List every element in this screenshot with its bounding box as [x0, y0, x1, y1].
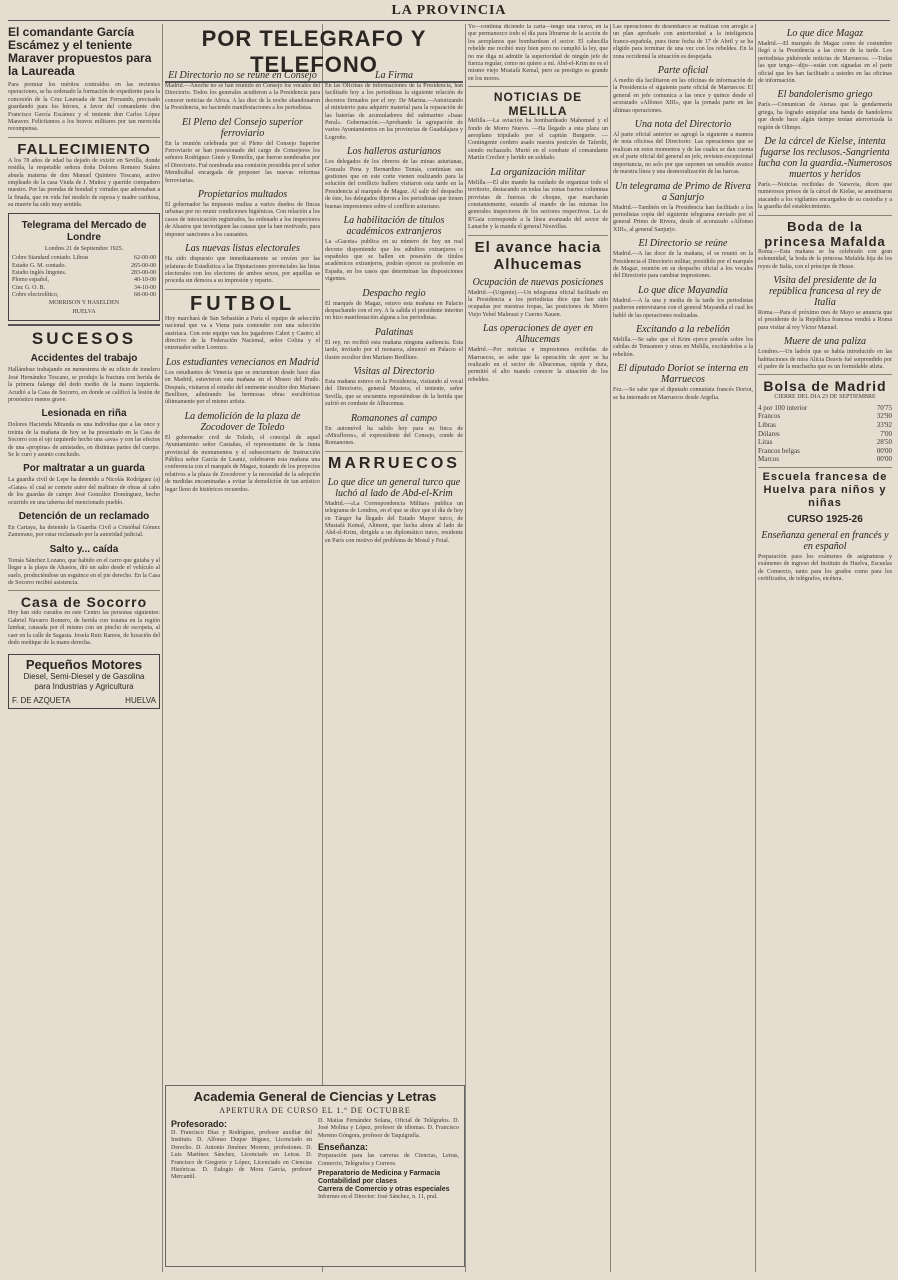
divider: [468, 235, 608, 236]
bolsa-row: [758, 447, 892, 456]
row-value: 68-00-00: [134, 292, 156, 299]
romanones-headline: Romanones al campo: [350, 412, 438, 424]
boda-text: Roma.—Esta mañana se ha celebrado con gran solemnidad, la boda de la princesa Mafalda hija de los reyes de Italia, con el príncipe de Hesse.: [758, 248, 892, 270]
venecianos-text: Los estudiantes de Venecia que se encuentran desde hace días en Madrid, estuvieron esta mañana en el Museo del Prado. Después, visitaron el estudio del eminente escultor don Mariano Benlliure, admirando las hermosas obras escultóricas últimamente por el mismo artista.: [165, 369, 320, 406]
profesorado-label: Profesorado:: [171, 1119, 228, 1129]
halleros-headline: Los halleros asturianos: [346, 146, 442, 158]
ad-line-1: Diesel, Semi-Diesel y de Gasolina: [23, 671, 145, 681]
fallecimiento-headline: FALLECIMIENTO: [17, 140, 151, 158]
academia-grid: [171, 1118, 459, 1203]
salto-text: Tomás Sánchez Lozano, que habido en el carro que guiaba y al llegar a la playa de Ahastos, dió un salto desde el vehículo al suelo, produciéndose un esguince en el pie derecho. En la Casa de Socorro recibió asistencia.: [8, 557, 160, 587]
column-5: [613, 24, 753, 1272]
telegrama-city: HUELVA: [72, 308, 96, 315]
firma-text: En las Oficinas de informaciones de la Presidencia, han facilitado hoy a los periodistas la siguiente relación de decretos firmados por el rey: De Marina.—Autorizando al ministerio para adquirir material para la reparación de las baterías de acumuladores del submarino «Isaac Peral». Gobernación.—Aprobando la agrupación de varios Ayuntamientos en las provincias de Guadalajara y Logroño.: [325, 83, 463, 141]
detencion-text: En Cartaya, ha detenido la Guardia Civil a Cristóbal Gómez Zamorano, por estar reclamado por la autoridad judicial.: [8, 525, 160, 539]
bolsa-date: CIERRE DEL DIA 23 DE SEPTIEMBRE: [774, 394, 876, 401]
bolsa-headline: Bolsa de Madrid: [763, 378, 887, 395]
row-label: 4 por 100 interior: [758, 403, 808, 412]
ensenanza-label: Enseñanza:: [318, 1142, 369, 1153]
listas-text: Ha sido dispuesto que inmediatamente se envíen por las jefaturas de Estadística a las Diputaciones provinciales las listas electorales con los electores de ambos sexos, por aquéllas se proceda sin demora a su impresión y reparto.: [165, 256, 320, 285]
telegrama-primo-headline: Un telegrama de Primo de Rivera a Sanjurjo: [615, 180, 751, 203]
escuela-text: Preparación para los exámenes de asignaturas y exámenes de ingreso del Instituto de Huelva, Escuelas de Comercio, tanto para los grados como para los certificados, de telégrafos, etcétera.: [758, 553, 892, 583]
parte-text: A medio día facilitaron en las oficinas de información de la Presidencia el siguiente parte oficial de Marruecos: El general en jefe comunica a las once y quince desde el acorazado «Alfonso XIII», que la jornada parte en las últimas operaciones.: [613, 78, 753, 114]
telegrama-row: [12, 285, 156, 292]
directorio-reune-headline: El Directorio se reúne: [638, 238, 728, 250]
futbol-headline: FUTBOL: [189, 292, 296, 315]
visitas-headline: Visitas al Directorio: [353, 365, 435, 377]
kielse-headline: De la cárcel de Kielse, intenta fugarse los reclusos.-Sangrienta lucha con la guardia.-Numerosos muertos y heridos: [758, 136, 892, 181]
lead-text: Para premiar los méritos contraídos en las recientes operaciones, se ha ordenado la formación de expediente para la concesión de la Cruz Laureada de San Fernando, precisado guardando para los héroes, a favor del comandante don Francisco García Escámez y el teniente don Carlos López Maraver. Felicitamos a los bravos militares por tan merecida recompensa.: [8, 82, 160, 133]
academia-right: [318, 1118, 459, 1203]
column-4: [468, 24, 608, 1272]
palatinas-text: El rey, no recibió esta mañana ninguna audiencia. Esta tarde, invitado por el monarca, almorzó en Palacio el ilustre escultor don Mariano Benlliure.: [325, 339, 463, 361]
telegrama-box: [8, 213, 160, 322]
page-header: [0, 0, 898, 22]
row-label: Cobre electrolítico,: [12, 292, 59, 299]
detencion-headline: Detención de un reclamado: [18, 511, 150, 523]
row-label: Liras: [758, 438, 773, 447]
avance-headline: El avance hacia Alhucemas: [474, 238, 602, 273]
magaz-text: Madrid.—El marqués de Magaz como de costumbre llegó a la Presidencia a las cinco de la tarde. Los periodistas pidiéronle noticias de Marruecos. —Todas las que tengo—dijo—están con signadas en el parte oficial que les han facilitado a ustedes en las oficinas de información.: [758, 41, 892, 85]
row-label: Estaño G. M. contado.: [12, 262, 66, 269]
motores-ad: [8, 654, 160, 709]
column-divider: [610, 24, 611, 1272]
row-label: Francos: [758, 412, 781, 421]
row-value: 33'92: [876, 420, 892, 429]
organizacion-text: Melilla.—El alto mando ha cuidado de organizar todo el territorio, destacando en todas las zonas fuertes columnas provistas de fuerzas de choque, que marcharán constantemente, estando al mando de las mismas los generales inspectores de los sectores respectivos. La de R'Gaia corresponde a la línea avanzada del sector de Lanache y la manda el general Nouvillas.: [468, 179, 608, 231]
header-rule: [8, 20, 890, 21]
row-value: 62-00-00: [134, 255, 156, 262]
toledo-headline: La demolición de la plaza de Zocodover de Toledo: [184, 410, 301, 433]
informes-text: Informes en el Director: José Sánchez, n. 11, pral.: [318, 1194, 438, 1201]
telegrama-row: [12, 263, 156, 270]
bolsa-row: [758, 404, 892, 413]
divider: [8, 324, 160, 326]
directorio-headline: El Directorio no se reúne en Consejo: [168, 70, 317, 81]
row-value: 00'00: [876, 446, 892, 455]
row-label: Plomo español,: [12, 277, 49, 284]
farmacia-label: Preparatorio de Medicina y Farmacia: [318, 1170, 441, 1178]
divider: [8, 590, 160, 591]
divider: [758, 374, 892, 375]
col4-cont-text: Yo—continúa diciendo la carta—tengo una cueva, en la que permanezco todo el día para librarme de la acción de los aeroplanos que bombardean el sector. El cabecilla rebelde me recibió muy bien pero no cumplió la ley, que no me diga ni admitir la superioridad de ningún jefe de fuerza regular, como no quiere a mí. Abd-el-Krim no es el mismo viejo Mustafá Kemal, pero su prestigio es grande en los moros.: [468, 24, 608, 82]
paliza-text: Londres.—Un ladrón que se había introducido en las habitaciones de miss Alicia Deavis fué sorprendido por el padre de la muchacha que es un formidable atleta.: [758, 349, 892, 370]
masthead: LA PROVINCIA: [391, 3, 507, 18]
column-1: [8, 24, 160, 1272]
row-value: 00'00: [876, 455, 892, 464]
fallecimiento-text: A los 78 años de edad ha dejado de existir en Sevilla, donde residía, la respetable señora doña Dolores Romero Suárez abuela materna de don Manuel Quintero Toscano, activo empleado de la casa Viuda de J. Muñoz y querido compañero nuestro. Por las prendas de bondad y virtudes que adornaban a la finada, que en vida fué modelo de esposa y madre cariñosa, su muerte ha sido muy sentida.: [8, 157, 160, 209]
academia-title: Academia General de Ciencias y Letras: [193, 1089, 437, 1104]
ad-city: HUELVA: [125, 695, 156, 705]
ad-firm: F. DE AZQUETA: [12, 695, 71, 705]
telegrama-primo-text: Madrid.—También en la Presidencia han facilitado a los periodistas copia del siguiente telegrama enviado por el general Primo de Rivera, desde el acorazado «Alfonso XIII», al general Sanjurjo.: [613, 204, 753, 233]
parte-headline: Parte oficial: [657, 65, 709, 77]
divider: [8, 137, 160, 138]
row-label: Francos belgas: [758, 446, 800, 455]
telegrama-date: Londres 21 de Septiembre 1925.: [44, 245, 124, 252]
column-2: [165, 66, 320, 1080]
paliza-headline: Muere de una paliza: [783, 336, 867, 348]
pleno-text: En la reunión celebrada por el Pleno del Consejo Superior Ferroviario se han posesionado del cargo de Consejeros los señores Rodríguez Ginés y Remolín, que fueron nombrados por el Directorio. Fué nombrada una comisión presidida por el señor Mendizábal encargada de proponer las nuevas reformas ferroviarias.: [165, 140, 320, 184]
firma-headline: La Firma: [374, 70, 414, 81]
marruecos-headline: MARRUECOS: [328, 454, 460, 472]
profesorado-left-text: D. Francisco Díaz y Rodríguez, profesor auxiliar del Instituto. D. Alfonso Duque Iñiguez, Licenciado en Derecho. D. Antonio Jiménez Moreno, profesiones. D. Luis Martínez Sánchez, Licenciado en Letras. D. Francisco de Gregorio y López, Licenciado en Ciencias Históricas. D. Eulogio de Mora García, profesor Mercantil.: [171, 1130, 312, 1181]
row-value: 265-00-00: [131, 262, 156, 269]
nota-headline: Una nota del Directorio: [634, 119, 732, 131]
toledo-text: El gobernador civil de Toledo, el concejal de aquel Ayuntamiento señor Castañas, el representante de la Junta provincial de monumentos y el subsecretario de Instrucción Pública señor García de Leaniz, celebraron esta mañana una conferencia con el marqués de Magaz, tratando de los proyectos relativos a la plaza de Zocodover y la necesidad de la adopción de medidas encaminadas a evitar la demolición de tan artístico lugar lleno de históricos recuerdos.: [165, 434, 320, 493]
noticias-text: Melilla.—La aviación ha bombardeado Mahomed y el fondo de Morro Nuevo. —Ha llegado a esta plaza un aeroplano tripulado por el capitán Burguete. —Contingente cordero asado nuestra posición de Taferdit, siendo rechazado. Murió en el combate el comandante Martín Crechot y herido un soldado.: [468, 118, 608, 162]
main-headline: POR TELEGRAFO Y TELEFONO: [201, 26, 427, 77]
row-label: Marcos: [758, 455, 779, 464]
visita-headline: Visita del presidente de la república francesa al rey de Italia: [768, 274, 881, 308]
organizacion-headline: La organización militar: [490, 166, 586, 178]
column-divider: [755, 24, 756, 1272]
maltratar-headline: Por maltratar a un guarda: [23, 463, 145, 475]
casa-socorro-headline: Casa de Socorro: [20, 594, 148, 611]
row-label: Dólares: [758, 429, 780, 438]
despacho-headline: Despacho regio: [362, 287, 426, 299]
lesionada-text: Dolores Hacienda Miranda es una individua que a las once y treinta de la mañana de hoy se ha presentado en la Casa de Socorro con el ojo izquierdo hecho una «ava» y con las efectos de una «propina» de amistades, en distintas partes del cuerpo. Se le curó y asunto concluido.: [8, 422, 160, 458]
column-divider: [465, 24, 466, 1272]
bolsa-row: [758, 430, 892, 439]
griego-headline: El bandolerismo griego: [777, 89, 873, 101]
listas-headline: Las nuevas listas electorales: [185, 243, 300, 255]
directorio-reune-text: Madrid.—A las doce de la mañana, el se reunió en la Presidencia el Directorio militar, presidido por el marqués de Magaz, reunión en su despacho oficial a los vocales del Directorio para cambiar impresiones.: [613, 251, 753, 280]
divider: [468, 86, 608, 87]
row-label: Estaño inglés lingotes.: [12, 269, 67, 276]
curso-label: CURSO 1925-26: [787, 513, 863, 525]
general-headline: Lo que dice un general turco que luchó al lado de Abd-el-Krim: [327, 476, 461, 499]
visita-text: Roma.—Para el próximo mes de Mayo se anuncia que el presidente de la República francesa vendrá a Roma para visitar al rey Víctor Manuel.: [758, 309, 892, 331]
column-6: [758, 24, 892, 1272]
mayandia-text: Madrid.—A la una y media de la tarde los periodistas pudieron entrevistarse con el general Mayandía el cual les habló de las operaciones realizadas.: [613, 297, 753, 319]
ad-footer: [12, 696, 156, 706]
lead-headline: El comandante García Escámez y el teniente Maraver propuestos para la Laureada: [8, 25, 152, 78]
despacho-text: El marqués de Magaz, estuvo esta mañana en Palacio despachando con el rey. A la salida el presidente interino no hizo manifestación alguna a los periodistas.: [325, 300, 463, 322]
row-value: 28'50: [876, 438, 892, 447]
telegrama-row: [12, 277, 156, 284]
pleno-headline: El Pleno del Consejo superior ferroviario: [181, 116, 304, 139]
kielse-text: París.—Noticias recibidas de Varsovia, dicen que numerosos presos de la cárcel de Kielse, se amotinaron atacando a los vigilantes encargados de su custodia y a la guardia del establecimiento.: [758, 182, 892, 211]
magaz-headline: Lo que dice Magaz: [786, 28, 864, 39]
row-value: 7'00: [880, 429, 892, 438]
doriot-text: Fez.—Se sabe que el diputado comunista francés Doriot, se ha internado en Marruecos desde Argelia.: [613, 387, 753, 401]
excitando-text: Melilla.—Se sabe que el Krim ejerce presión sobre los cabilas de Tensamen y otras en Melilla, excitándolos a la rebelión.: [613, 336, 753, 358]
telegrama-headline: Telegrama del Mercado de Londre: [21, 219, 147, 243]
ensenanza-text: Preparación para las carreras de Ciencias, Letras, Comercio, Telégrafos y Correos.: [318, 1153, 459, 1167]
futbol-text: Hoy marchará de San Sebastián a París el equipo de selección nacional que va a Viena para contender con una selección austríaca. Con este equipo van los jugadores Cabot y Castro; el directivo de la Federación Nacional, señor Colina y el entrenador señor Lorenzo.: [165, 315, 320, 352]
bolsa-row: [758, 455, 892, 464]
academia-left: [171, 1118, 312, 1203]
romanones-text: En automóvil ha salido hoy para su finca de «Miraflores», el expresidente del Consejo, conde de Romanones.: [325, 425, 463, 447]
habilitacion-text: La «Gaceta» publica en su número de hoy un real decreto disponiendo que los súbditos extranjeros o españoles que se hallen en posesión de títulos académicos extranjeros, podrán ejercer su profesión en España, en los casos que determinan las disposiciones vigentes.: [325, 239, 463, 283]
operaciones-headline: Las operaciones de ayer en Alhucemas: [483, 323, 593, 346]
bolsa-row: [758, 421, 892, 430]
griego-text: París.—Comunican de Atenas que la gendarmería griega, ha logrado aniquilar una banda de bandoleros que desde hace algún tiempo tenían aterrorizada la región de Olimpo.: [758, 102, 892, 131]
maltratar-text: La guardia civil de Lepe ha detenido a Nicolás Rodríguez (a) «Gatas» el cual se comete autor del maltrato de obras al cabo de los guardas de campo José González Domínguez, hecho ocurrido en una taberna del mencionado pueblo.: [8, 477, 160, 506]
col5-cont-text: Las operaciones de desembarco se realizan con arreglo a un plan aprobado con anterioridad a la inteligencia franco-española, pues tiene fecha de 17 de Abril y se ha eligido para terminar de una vez con los rebeldes. En la zona occidental la situación es despejada.: [613, 24, 753, 60]
telegrama-row: [12, 292, 156, 299]
visitas-text: Esta mañana estuvo en la Presidencia, visitando al vocal del Directorio, general Musiera, el teniente, señor Sevilla, que se encuentra reponiéndose de la herida que sufrió en combate de Alhucemas.: [325, 378, 463, 408]
casa-socorro-text: Hoy han sido curados en este Centro las personas siguientes: Gabriel Navarro Romero, de herida con trauma en la región lumbar, causada por él mismo con un pincho de escopeta, al caer en la calle de Sagasta. Josefa Ruiz Ramos, de luxación del dedo meñique de la mano derecha.: [8, 610, 160, 647]
ocupacion-headline: Ocupación de nuevas posiciones: [472, 276, 604, 288]
nota-text: Al parte oficial anterior se agregó la siguiente a manera de nota oficiosa del Directorio: Las operaciones que se realizan en estos momentos y de las cuales se dan cuenta en el parte oficial del general en jefe, revisten excepcional importancia, no solo por que suponen un sensible avance de nuestra línea y una desmoralización de las harcas.: [613, 132, 753, 176]
bolsa-row: [758, 438, 892, 447]
divider: [165, 289, 320, 290]
row-value: 34-10-00: [134, 284, 156, 291]
salto-headline: Salto y... caída: [49, 543, 119, 555]
sucesos-headline: SUCESOS: [31, 329, 137, 349]
boda-headline: Boda de la princesa Mafalda: [764, 218, 886, 249]
academia-subtitle: APERTURA DE CURSO EL 1.º DE OCTUBRE: [219, 1106, 411, 1115]
telegrama-row: [12, 255, 156, 262]
column-3: [325, 66, 463, 1080]
ocupacion-text: Madrid.—(Urgente).—Un telegrama oficial facilitado en la Presidencia a los periodistas dice que han sido ocupadas por nuestras tropas, las posiciones de Morro Viejo Yebel Malmusi y Cuerno Xauen.: [468, 289, 608, 318]
ad-line-2: para Industrias y Agricultura: [34, 681, 134, 691]
accidentes-text: Hallándose trabajando en menestrera de su oficio de tonelero José Hernández Toscano, se produjo la fractura con herida de la primera falange del dedo medio de la mano izquierda. Acudió a la Casa de Socorro, en donde se calificó la lesión de pronóstico menos grave.: [8, 367, 160, 403]
venecianos-headline: Los estudiantes venecianos en Madrid: [165, 356, 320, 368]
row-value: 283-00-00: [131, 269, 156, 276]
divider: [758, 215, 892, 216]
doriot-headline: El diputado Doriot se interna en Marruecos: [617, 363, 749, 386]
divider: [325, 451, 463, 452]
carrera-label: Carrera de Comercio y otras especiales: [318, 1186, 450, 1194]
row-label: Cobre Standard contado. Libras: [12, 255, 89, 262]
row-value: 70'75: [876, 403, 892, 412]
excitando-headline: Excitando a la rebelión: [636, 323, 730, 335]
ad-title: Pequeños Motores: [25, 656, 143, 672]
directorio-text: Madrid.—Anoche no se han reunido en Consejo los vocales del Directorio. Todos los generales acudieron a la Presidencia para conocer noticias de Africa. A las diez de la noche abandonaron la Presidencia, no haciendo manifestaciones a los periodistas.: [165, 83, 320, 112]
operaciones-text: Madrid.—Por noticias e impresiones recibidas de Marruecos, se sabe que la operación de ayer se ha realizado en el sector de Alhucemas, rápida y dura, permitió el alto mando conocer la situación de los rebeldes.: [468, 347, 608, 383]
row-value: 32'90: [876, 412, 892, 421]
row-label: Libras: [758, 420, 776, 429]
contabilidad-label: Contabilidad por clases: [318, 1178, 397, 1186]
propietarios-headline: Propietarios multados: [197, 189, 288, 201]
telegrama-row: [12, 270, 156, 277]
academia-ad: [165, 1085, 465, 1267]
escuela-subtitle: Enseñanza general en francés y en español: [761, 529, 889, 552]
accidentes-headline: Accidentes del trabajo: [30, 353, 138, 365]
row-value: 40-10-00: [134, 277, 156, 284]
row-label: Cinc G. O. B.: [12, 284, 45, 291]
telegrama-firm: MORRISON Y HASELDEN: [48, 299, 120, 306]
lesionada-headline: Lesionada en riña: [41, 408, 127, 420]
column-divider: [162, 24, 163, 1272]
mayandia-headline: Lo que dice Mayandía: [638, 284, 728, 296]
halleros-text: Los delegados de los obreros de las minas asturianas, Gonzalo Pena y Bernardino Tomás, continúan sus gestiones que en este corte vienen realizando para la solución del conflicto hullero visitaron esta tarde en la Presidencia al marqués de Magaz. Al salir del despacho de éste, los delegados dijeron a los periodistas que tienen buenas impresiones sobre el conflicto asturiano.: [325, 159, 463, 210]
bolsa-row: [758, 412, 892, 421]
propietarios-text: El gobernador ha impuesto multas a varios dueños de fincas urbanas por no reunir condiciones higiénicas. Con relación a los casos de intoxicación registrados, ha ordenado a los inspectores de Ahastos que investiguen las causas que la han motivado, para imponer sanciones a los causantes.: [165, 202, 320, 238]
escuela-headline: Escuela francesa de Huelva para niños y niñas: [762, 470, 888, 509]
profesorado-right-text: D. Matías Fernández Solana, Oficial de Telégrafos. D. José Molina y López, profesor de idiomas. D. Francisco Moreno Góngora, profesor de Taquigrafía.: [318, 1118, 459, 1139]
habilitacion-headline: La habilitación de títulos académicos extranjeros: [343, 215, 445, 238]
general-text: Madrid.—«La Correspondencia Militar» publica un telegrama de Londres, en el que se dice que el día de hoy en Tánger ha llegado del Estado Mayor turco, de Mustafá Kemal, Aliment, que lucha ahora al lado de Abd-el-Krim, dirigida a un diplomático turco, residente en París con motivo del problema de Mosul y Fetal.: [325, 500, 463, 544]
divider: [758, 467, 892, 468]
palatinas-headline: Palatinas: [374, 326, 414, 338]
noticias-headline: NOTICIAS DE MELILLA: [493, 90, 583, 119]
